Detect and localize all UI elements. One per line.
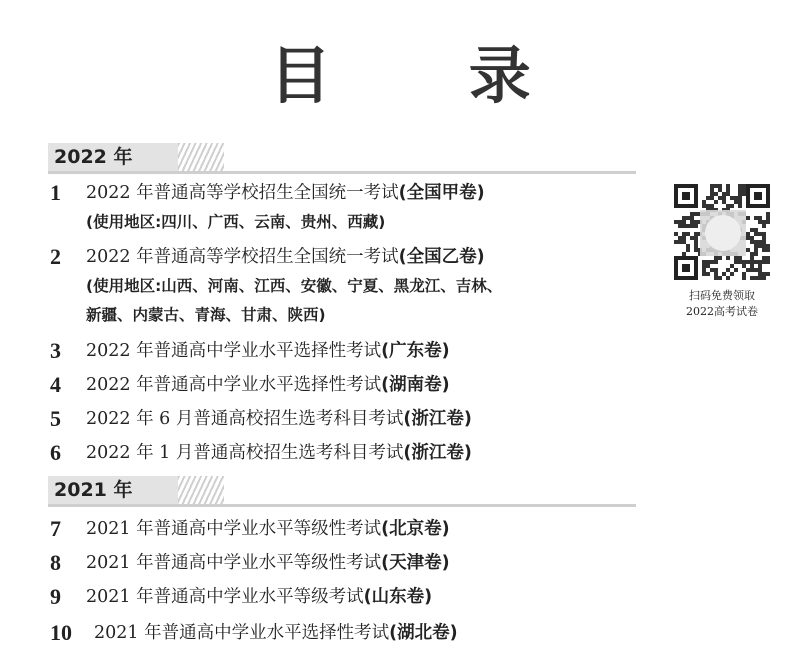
qr-code-image[interactable] <box>672 182 772 282</box>
section-header-2022 <box>48 143 636 175</box>
entry-paper-name: (广东卷) <box>381 341 450 361</box>
entry-number: 3 <box>50 338 61 363</box>
entry-title <box>94 618 458 648</box>
entry-text: 2022 年普通高等学校招生全国统一考试 <box>86 183 399 203</box>
qr-caption-line2: 2022高考试卷 <box>686 305 758 318</box>
entry-title <box>86 242 485 272</box>
entry-number: 7 <box>50 516 61 541</box>
section-header-2021 <box>48 476 636 508</box>
entry-title <box>86 438 472 468</box>
entry-paper-name: (全国甲卷) <box>398 183 485 203</box>
entry-paper-name: (浙江卷) <box>403 409 472 429</box>
entry-paper-name: (湖南卷) <box>381 375 450 395</box>
entry-paper-name: (天津卷) <box>381 553 450 573</box>
page-title: 目 录 <box>269 39 589 112</box>
entry-number: 2 <box>50 244 61 269</box>
entry-title <box>86 404 472 434</box>
entry-text: 2021 年普通高中学业水平等级考试 <box>86 587 364 607</box>
entry-paper-name: (全国乙卷) <box>398 247 485 267</box>
entry-number: 4 <box>50 372 61 397</box>
entry-usage-note-cont: 新疆、内蒙古、青海、甘肃、陕西) <box>86 306 326 324</box>
entry-number: 9 <box>50 584 61 609</box>
entry-text: 2021 年普通高中学业水平等级性考试 <box>86 553 382 573</box>
entry-title <box>86 514 450 544</box>
entry-text: 2022 年 6 月普通高校招生选考科目考试 <box>86 409 404 429</box>
section-header-rule <box>48 171 636 174</box>
section-header-stripes <box>178 143 224 171</box>
section-label: 2022 年 <box>54 146 133 168</box>
entry-number: 8 <box>50 550 61 575</box>
entry-usage-note: (使用地区:山西、河南、江西、安徽、宁夏、黑龙江、吉林、 <box>86 277 503 295</box>
entry-paper-name: (湖北卷) <box>389 623 458 643</box>
entry-paper-name: (北京卷) <box>381 519 450 539</box>
section-label: 2021 年 <box>54 479 133 501</box>
entry-title <box>86 582 432 612</box>
entry-number: 6 <box>50 440 61 465</box>
entry-title <box>86 336 450 366</box>
entry-usage-note: (使用地区:四川、广西、云南、贵州、西藏) <box>86 213 386 231</box>
entry-number: 5 <box>50 406 61 431</box>
qr-caption-line1: 扫码免费领取 <box>689 289 755 302</box>
section-header-stripes <box>178 476 224 504</box>
entry-text: 2022 年普通高等学校招生全国统一考试 <box>86 247 399 267</box>
entry-text: 2022 年普通高中学业水平选择性考试 <box>86 341 382 361</box>
entry-title <box>86 548 450 578</box>
entry-text: 2021 年普通高中学业水平等级性考试 <box>86 519 382 539</box>
entry-paper-name: (山东卷) <box>363 587 433 607</box>
entry-paper-name: (浙江卷) <box>403 443 472 463</box>
entry-number: 1 <box>50 180 61 205</box>
entry-text: 2021 年普通高中学业水平选择性考试 <box>94 623 390 643</box>
entry-title <box>86 178 485 208</box>
entry-text: 2022 年普通高中学业水平选择性考试 <box>86 375 382 395</box>
entry-number: 10 <box>50 620 72 645</box>
section-header-rule <box>48 504 636 507</box>
entry-text: 2022 年 1 月普通高校招生选考科目考试 <box>86 443 404 463</box>
entry-title <box>86 370 450 400</box>
qr-code-graphic <box>672 182 772 282</box>
